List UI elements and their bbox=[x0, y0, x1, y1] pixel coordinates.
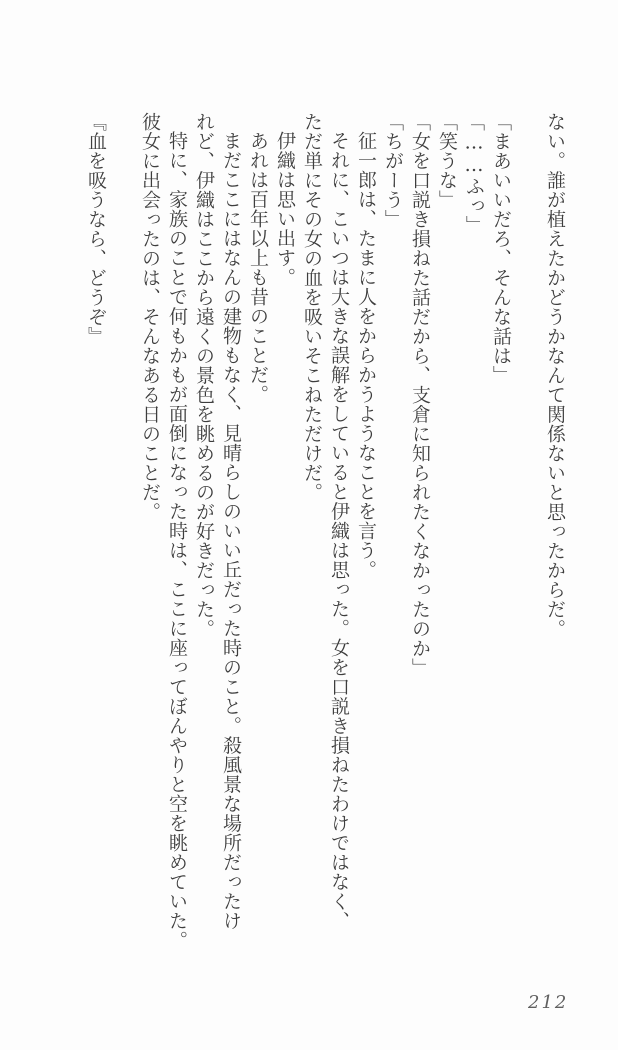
text-line: 「笑うな」 bbox=[436, 112, 458, 210]
page-number: 212 bbox=[528, 992, 569, 1013]
text-line: ない。誰が植えたかどうかなんて関係ないと思ったからだ。 bbox=[544, 112, 566, 639]
text-line: 征一郎は、たまに人をからかうようなことを言う。 bbox=[355, 131, 377, 580]
text-line: れど、伊織はここから遠くの景色を眺めるのが好きだった。 bbox=[193, 112, 215, 639]
text-line-blank bbox=[514, 112, 541, 957]
text-line: 「まあいいだろ、そんな話は」 bbox=[490, 112, 512, 385]
text-line-blank bbox=[109, 112, 136, 957]
text-line: 彼女に出会ったのは、そんなある日のことだ。 bbox=[139, 112, 161, 522]
text-line: 「……ふっ」 bbox=[463, 112, 485, 235]
text-line: ただ単にその女の血を吸いそこねただけだ。 bbox=[301, 112, 323, 502]
page-text bbox=[82, 112, 568, 957]
text-line: 「ちがーう」 bbox=[382, 112, 404, 229]
text-line: 特に、家族のことで何もかもが面倒になった時は、ここに座ってぼんやりと空を眺めていた。 bbox=[166, 131, 188, 950]
text-line: あれは百年以上も昔のことだ。 bbox=[247, 131, 269, 404]
text-line: 『血を吸うなら、どうぞ』 bbox=[85, 112, 107, 346]
text-line: それに、こいつは大きな誤解をしていると伊織は思った。女を口説き損ねたわけではなく、 bbox=[328, 131, 350, 931]
text-line: 伊織は思い出す。 bbox=[274, 131, 296, 287]
text-line: まだここにはなんの建物もなく、見晴らしのいい丘だった時のこと。殺風景な場所だったけ bbox=[220, 131, 242, 931]
text-line: 「女を口説き損ねた話だから、支倉に知られたくなかったのか」 bbox=[409, 112, 431, 678]
